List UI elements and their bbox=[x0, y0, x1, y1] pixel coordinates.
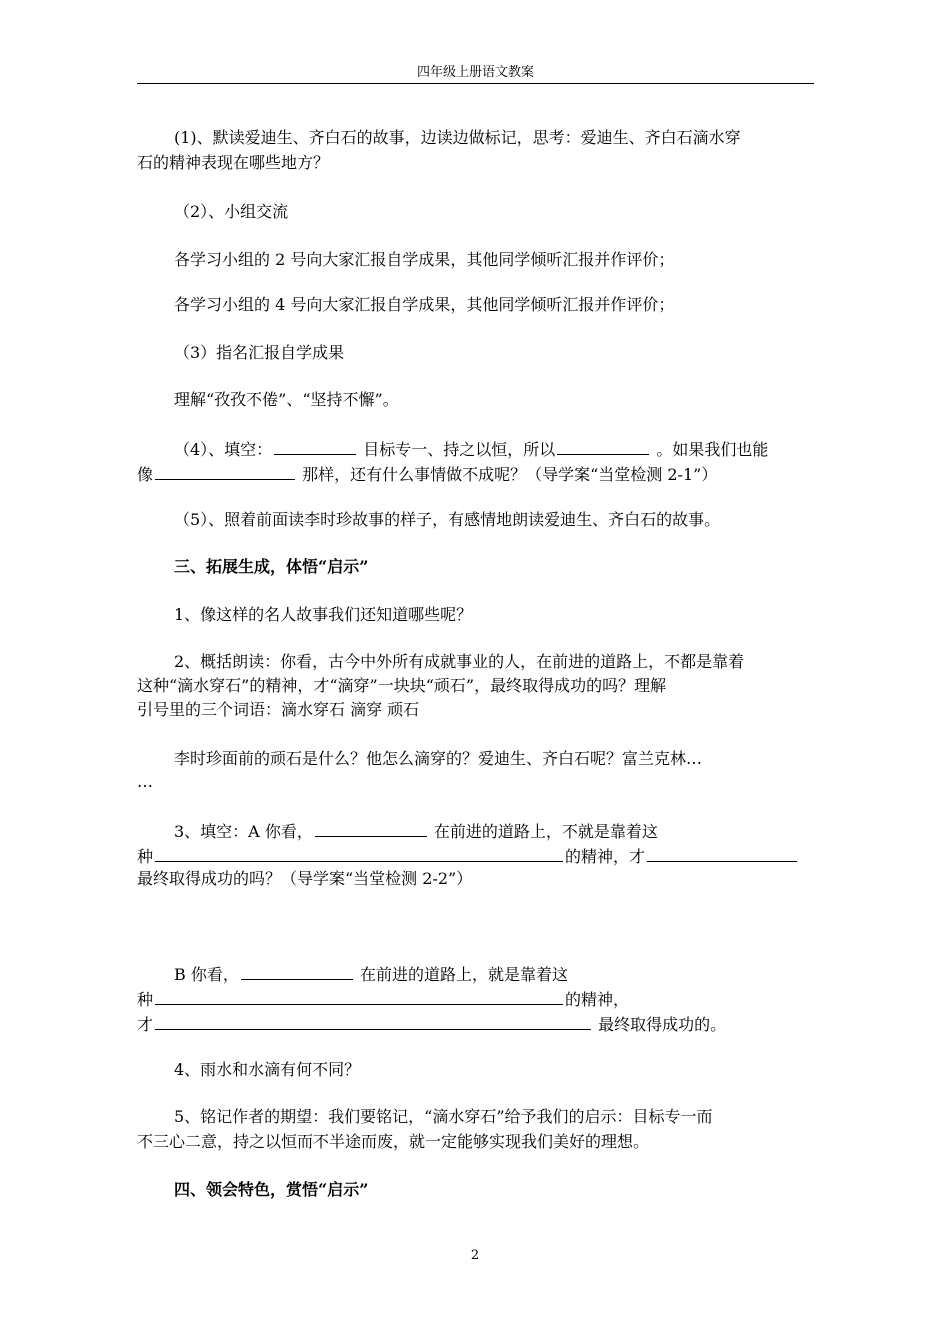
fill-blank-line bbox=[174, 820, 854, 842]
paragraph-line: 最终取得成功的吗？（导学案“当堂检测 2-2”） bbox=[137, 869, 473, 888]
header-divider bbox=[137, 83, 814, 84]
paragraph-line: （5）、照着前面读李时珍故事的样子，有感情地朗读爱迪生、齐白石的故事。 bbox=[174, 510, 721, 529]
paragraph-line: 理解“孜孜不倦”、“坚持不懈”。 bbox=[174, 390, 399, 409]
paragraph-line: （3）指名汇报自学成果 bbox=[174, 343, 345, 362]
section-heading: 三、拓展生成，体悟“启示” bbox=[174, 557, 369, 576]
paragraph-line: 这种“滴水穿石”的精神，才“滴穿”一块块“顽石”，最终取得成功的吗？理解 bbox=[137, 676, 667, 695]
page-number: 2 bbox=[470, 1248, 480, 1263]
fill-blank-text: 。如果我们也能 bbox=[656, 440, 769, 459]
fill-blank-line bbox=[174, 438, 854, 460]
fill-blank-text: 目标专一、持之以恒，所以 bbox=[363, 440, 556, 459]
fill-blank-text: 才 bbox=[137, 1015, 154, 1034]
fill-blank-text: 最终取得成功的。 bbox=[598, 1015, 727, 1034]
fill-blank-text: 种 bbox=[137, 847, 154, 866]
fill-blank-line bbox=[137, 845, 817, 867]
answer-blank[interactable] bbox=[155, 988, 563, 1005]
fill-blank-text: B 你看， bbox=[174, 965, 239, 984]
answer-blank[interactable] bbox=[155, 1013, 591, 1030]
fill-blank-text: 在前进的道路上，就是靠着这 bbox=[359, 965, 568, 984]
paragraph-line: 引号里的三个词语：滴水穿石 滴穿 顽石 bbox=[137, 700, 420, 719]
fill-blank-text: 的精神， bbox=[565, 990, 630, 1009]
fill-blank-text: 像 bbox=[137, 465, 154, 484]
fill-blank-line bbox=[137, 988, 817, 1010]
paragraph-line: 4、雨水和水滴有何不同？ bbox=[174, 1060, 361, 1079]
paragraph-line: 5、铭记作者的期望：我们要铭记，“滴水穿石”给予我们的启示：目标专一而 bbox=[174, 1107, 713, 1126]
paragraph-line: 各学习小组的 2 号向大家汇报自学成果，其他同学倾听汇报并作评价； bbox=[174, 250, 675, 269]
fill-blank-text: 那样，还有什么事情做不成呢？（导学案“当堂检测 2-1”） bbox=[302, 465, 718, 484]
paragraph-line: 李时珍面前的顽石是什么？他怎么滴穿的？爱迪生、齐白石呢？富兰克林… bbox=[174, 749, 703, 768]
fill-blank-text: （4）、填空： bbox=[174, 440, 273, 459]
answer-blank[interactable] bbox=[647, 845, 797, 862]
answer-blank[interactable] bbox=[155, 845, 563, 862]
answer-blank[interactable] bbox=[315, 820, 427, 837]
fill-blank-text: 在前进的道路上，不就是靠着这 bbox=[433, 822, 658, 841]
paragraph-line: 2、概括朗读：你看，古今中外所有成就事业的人，在前进的道路上，不都是靠着 bbox=[174, 652, 745, 671]
answer-blank[interactable] bbox=[274, 438, 356, 455]
paragraph-line: 石的精神表现在哪些地方？ bbox=[137, 153, 330, 172]
fill-blank-text: 3、填空：A 你看， bbox=[174, 822, 313, 841]
fill-blank-text: 的精神，才 bbox=[565, 847, 646, 866]
fill-blank-text: 种 bbox=[137, 990, 154, 1009]
paragraph-line: （2）、小组交流 bbox=[174, 202, 289, 221]
answer-blank[interactable] bbox=[557, 438, 649, 455]
fill-blank-line bbox=[174, 963, 854, 985]
section-heading: 四、领会特色，赏悟“启示” bbox=[174, 1180, 369, 1199]
paragraph-line: … bbox=[137, 772, 153, 791]
paragraph-line: 各学习小组的 4 号向大家汇报自学成果，其他同学倾听汇报并作评价； bbox=[174, 295, 675, 314]
fill-blank-line bbox=[137, 1013, 817, 1035]
paragraph-line: (1)、默读爱迪生、齐白石的故事，边读边做标记，思考：爱迪生、齐白石滴水穿 bbox=[174, 128, 741, 147]
paragraph-line: 1、像这样的名人故事我们还知道哪些呢？ bbox=[174, 605, 473, 624]
answer-blank[interactable] bbox=[241, 963, 353, 980]
page-header: 四年级上册语文教案 bbox=[416, 65, 534, 80]
paragraph-line: 不三心二意，持之以恒而不半途而废，就一定能够实现我们美好的理想。 bbox=[137, 1132, 650, 1151]
fill-blank-line bbox=[137, 463, 817, 485]
answer-blank[interactable] bbox=[155, 463, 295, 480]
